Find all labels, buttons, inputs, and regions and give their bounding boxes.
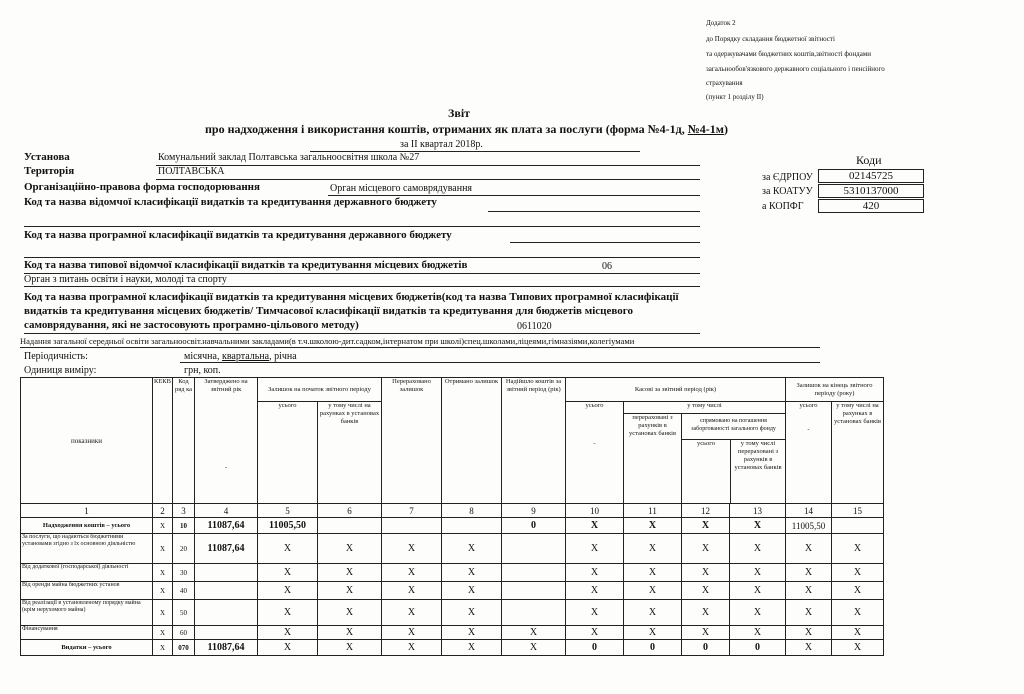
- periodicity-quarterly: квартальна: [221, 351, 270, 362]
- cell-end-banks: Х: [832, 600, 884, 626]
- local-dept-label: Код та назва типової відомчої класифікації видатків та кредитування місцевих бюджетів: [24, 259, 468, 271]
- row-kekv: Х: [153, 534, 173, 564]
- cell-debt-total: Х: [682, 582, 730, 600]
- row-code: 20: [173, 534, 195, 564]
- appendix-line: загальнообов'язкового державного соціального і пенсійного: [706, 65, 885, 73]
- col-number: 15: [832, 504, 884, 518]
- unit-value: грн, коп.: [184, 365, 221, 376]
- cell-transferred-banks: 0: [624, 640, 682, 656]
- row-code: 30: [173, 564, 195, 582]
- cell-end-total: 11005,50: [786, 518, 832, 534]
- cell-start-total: 11005,50: [258, 518, 318, 534]
- table-row: [21, 518, 884, 534]
- cell-received: Х: [442, 600, 502, 626]
- header-balance-end: Залишок на кінець звітного періоду (року): [786, 378, 884, 402]
- col-number: 3: [173, 504, 195, 518]
- cell-end-banks: Х: [832, 626, 884, 640]
- cell-transferred: Х: [382, 534, 442, 564]
- row-kekv: Х: [153, 582, 173, 600]
- report-table: [20, 377, 884, 656]
- cell-start-total: Х: [258, 640, 318, 656]
- col-number: 11: [624, 504, 682, 518]
- cell-transferred-banks: Х: [624, 582, 682, 600]
- cell-end-total: Х: [786, 582, 832, 600]
- cell-debt-total: Х: [682, 626, 730, 640]
- header-received-year: Надійшло коштів за звітний період (рік): [502, 378, 566, 504]
- cell-end-banks: Х: [832, 534, 884, 564]
- cell-debt-total: 0: [682, 640, 730, 656]
- row-name: Видатки – усього: [21, 640, 153, 656]
- header-indicators: показники: [21, 378, 153, 504]
- header-incl: у тому числі: [624, 402, 786, 414]
- debt-from-banks: у тому числі перераховані з рахунків в установах банків: [734, 440, 782, 471]
- cell-transferred: Х: [382, 582, 442, 600]
- table-row: [21, 640, 884, 656]
- row-kekv: Х: [153, 640, 173, 656]
- local-prog-label-3: самоврядування, які не застосовують програмно-цільового методу): [24, 319, 359, 331]
- cell-approved: [195, 564, 258, 582]
- cell-cash-total: Х: [566, 534, 624, 564]
- kopfg-label: а КОПФГ: [762, 201, 804, 212]
- cell-start-banks: Х: [318, 564, 382, 582]
- row-code: 60: [173, 626, 195, 640]
- row-name: Надходження коштів – усього: [21, 518, 153, 534]
- cell-received-year: 0: [502, 518, 566, 534]
- cell-received: Х: [442, 582, 502, 600]
- subtitle-end: ): [723, 122, 728, 136]
- local-prog-value: Надання загальної середньої освіти загальноосвіт.навчальними закладами(в т.ч.школою-дит.садком,інтернатом при школі)спец.школами,ліцеями,гімназіями,колегіумами: [20, 336, 635, 346]
- cell-start-total: Х: [258, 582, 318, 600]
- cell-transferred: Х: [382, 564, 442, 582]
- cell-start-banks: Х: [318, 626, 382, 640]
- cell-transferred-banks: Х: [624, 534, 682, 564]
- periodicity-monthly: місячна,: [184, 351, 220, 362]
- cell-start-banks: Х: [318, 534, 382, 564]
- report-period: за ІІ квартал 2018р.: [400, 139, 483, 150]
- cell-transferred-banks: Х: [624, 600, 682, 626]
- cell-start-banks: Х: [318, 582, 382, 600]
- cell-debt-total: Х: [682, 518, 730, 534]
- appendix-line: до Порядку складання бюджетної звітності: [706, 35, 835, 43]
- cell-cash-total: Х: [566, 582, 624, 600]
- cell-end-banks: Х: [832, 582, 884, 600]
- approved-dash: -: [224, 464, 228, 471]
- cell-debt-banks: 0: [730, 640, 786, 656]
- cell-debt-banks: Х: [730, 626, 786, 640]
- cell-received: Х: [442, 534, 502, 564]
- cell-end-total: Х: [786, 640, 832, 656]
- cell-transferred-banks: Х: [624, 564, 682, 582]
- report-title: Звіт: [448, 106, 471, 120]
- institution-label: Установа: [24, 151, 70, 163]
- cell-received: [442, 518, 502, 534]
- col-number: 13: [730, 504, 786, 518]
- cell-transferred: Х: [382, 626, 442, 640]
- header-kekv: КЕКВ: [153, 378, 173, 504]
- appendix-line: страхування: [706, 79, 743, 87]
- cell-received-year: [502, 534, 566, 564]
- row-code: 40: [173, 582, 195, 600]
- cell-received: Х: [442, 640, 502, 656]
- org-form-label: Організаційно-правова форма господорювання: [24, 181, 260, 193]
- subtitle-text: про надходження і використання коштів, отриманих як плата за послуги (форма №4-1д,: [205, 122, 688, 136]
- header-end-total: [786, 402, 832, 504]
- debt-repay-text: спрямовано на погашення заборгованості загального фонду: [682, 414, 785, 440]
- header-row-code: Код ряд ка: [173, 378, 195, 504]
- cell-received: Х: [442, 564, 502, 582]
- row-name: Від оренди майна бюджетних установ: [21, 582, 153, 600]
- institution-value: Комунальний заклад Полтавська загальноосвітня школа №27: [158, 152, 420, 163]
- cell-start-total: Х: [258, 626, 318, 640]
- row-name: Фінансування: [21, 626, 153, 640]
- cell-cash-total: Х: [566, 564, 624, 582]
- cell-end-total: Х: [786, 534, 832, 564]
- row-code: 10: [173, 518, 195, 534]
- cell-transferred: Х: [382, 640, 442, 656]
- row-kekv: Х: [153, 564, 173, 582]
- cell-cash-total: 0: [566, 640, 624, 656]
- cell-debt-banks: Х: [730, 534, 786, 564]
- cell-received: Х: [442, 626, 502, 640]
- cell-end-banks: [832, 518, 884, 534]
- table-row: [21, 582, 884, 600]
- end-total-text: усього: [799, 402, 818, 409]
- cash-total-dash: -: [593, 440, 596, 447]
- header-start-total: усього: [258, 402, 318, 504]
- table-body: [21, 518, 884, 656]
- cell-start-banks: [318, 518, 382, 534]
- cell-debt-banks: Х: [730, 600, 786, 626]
- header-start-banks: у тому числі на рахунках в установах банків: [318, 402, 382, 504]
- col-number: 1: [21, 504, 153, 518]
- local-dept-value: Орган з питань освіти і науки, молоді та спорту: [24, 274, 227, 285]
- cell-received-year: [502, 564, 566, 582]
- column-numbers-row: [21, 504, 884, 518]
- cell-debt-banks: Х: [730, 518, 786, 534]
- row-kekv: Х: [153, 626, 173, 640]
- col-number: 8: [442, 504, 502, 518]
- cell-start-total: Х: [258, 600, 318, 626]
- row-name: За послуги, що надаються бюджетними установами згідно з їх основною діяльністю: [21, 534, 153, 564]
- cell-end-total: Х: [786, 564, 832, 582]
- periodicity-options: [184, 351, 297, 362]
- appendix-line: Додаток 2: [706, 19, 736, 27]
- col-number: 14: [786, 504, 832, 518]
- periodicity-label: Періодичність:: [24, 351, 88, 362]
- report-subtitle: [205, 122, 728, 137]
- cell-debt-total: Х: [682, 534, 730, 564]
- cell-approved: 11087,64: [195, 534, 258, 564]
- local-dept-code: 06: [602, 261, 612, 272]
- cell-approved: 11087,64: [195, 518, 258, 534]
- row-kekv: Х: [153, 518, 173, 534]
- koatuu-label: за КОАТУУ: [762, 186, 813, 197]
- cell-approved: [195, 600, 258, 626]
- form-number: №4-1м: [687, 122, 724, 136]
- cell-end-banks: Х: [832, 640, 884, 656]
- territory-label: Територія: [24, 165, 75, 177]
- appendix-line: та одержувачами бюджетних коштів,звітності фондами: [706, 50, 872, 58]
- cell-approved: [195, 582, 258, 600]
- cell-transferred: [382, 518, 442, 534]
- cell-approved: [195, 626, 258, 640]
- header-balance-start: Залишок на початок звітного періоду: [258, 378, 382, 402]
- col-number: 2: [153, 504, 173, 518]
- local-prog-code: 0611020: [517, 321, 552, 332]
- cell-start-total: Х: [258, 534, 318, 564]
- header-cash-total: [566, 402, 624, 504]
- territory-value: ПОЛТАВСЬКА: [158, 166, 225, 177]
- cell-start-banks: Х: [318, 600, 382, 626]
- col-number: 12: [682, 504, 730, 518]
- state-dept-label: Код та назва відомчої класифікації видатків та кредитування державного бюджету: [24, 196, 437, 208]
- state-prog-label: Код та назва програмної класифікації видатків та кредитування державного бюджету: [24, 229, 452, 241]
- local-prog-label-2: видатків та кредитування місцевих бюджетів/ Тимчасової класифікації видатків та кредитування для бюджетів місцевого: [24, 305, 633, 317]
- cell-cash-total: Х: [566, 626, 624, 640]
- cell-transferred: Х: [382, 600, 442, 626]
- periodicity-annual: , річна: [269, 351, 297, 362]
- cell-cash-total: Х: [566, 600, 624, 626]
- col-number: 5: [258, 504, 318, 518]
- cell-transferred-banks: Х: [624, 626, 682, 640]
- cell-debt-banks: Х: [730, 582, 786, 600]
- row-kekv: Х: [153, 600, 173, 626]
- edrpou-value: 02145725: [818, 169, 924, 183]
- cell-end-total: Х: [786, 600, 832, 626]
- koatuu-value: 5310137000: [818, 184, 924, 198]
- end-total-dash: -: [807, 426, 810, 433]
- row-name: Від додаткової (господарської) діяльності: [21, 564, 153, 582]
- col-number: 10: [566, 504, 624, 518]
- header-debt-repay: [682, 414, 786, 504]
- row-code: 50: [173, 600, 195, 626]
- cell-received-year: [502, 582, 566, 600]
- kopfg-value: 420: [818, 199, 924, 213]
- header-received: Отримано залишок: [442, 378, 502, 504]
- cell-approved: 11087,64: [195, 640, 258, 656]
- header-transferred-from-banks: перераховані з рахунків в установах банків: [624, 414, 682, 504]
- debt-total: усього: [682, 440, 731, 503]
- cell-cash-total: Х: [566, 518, 624, 534]
- col-number: 9: [502, 504, 566, 518]
- cell-received-year: Х: [502, 640, 566, 656]
- cash-total-text: усього: [585, 402, 604, 409]
- codes-header: Коди: [856, 153, 882, 167]
- table-row: [21, 564, 884, 582]
- approved-text: Затверджено на звітний рік: [204, 378, 248, 393]
- table-row: [21, 626, 884, 640]
- edrpou-label: за ЄДРПОУ: [762, 172, 813, 183]
- cell-received-year: Х: [502, 626, 566, 640]
- cell-debt-total: Х: [682, 600, 730, 626]
- appendix-line: (пункт 1 розділу ІІ): [706, 93, 764, 101]
- row-name: Від реалізації в установленому порядку майна (крім нерухомого майна): [21, 600, 153, 626]
- local-prog-label-1: Код та назва програмної класифікації видатків та кредитування місцевих бюджетів(код та назва Типових програмної класифікації: [24, 291, 679, 303]
- cell-end-total: Х: [786, 626, 832, 640]
- cell-debt-banks: Х: [730, 564, 786, 582]
- cell-debt-total: Х: [682, 564, 730, 582]
- header-end-banks: у тому числі на рахунках в установах банків: [832, 402, 884, 504]
- col-number: 6: [318, 504, 382, 518]
- unit-label: Одиниця виміру:: [24, 365, 97, 376]
- cell-start-banks: Х: [318, 640, 382, 656]
- header-cash-expenses: Касові за звітний період (рік): [566, 378, 786, 402]
- cell-received-year: [502, 600, 566, 626]
- col-number: 4: [195, 504, 258, 518]
- table-row: [21, 600, 884, 626]
- col-number: 7: [382, 504, 442, 518]
- header-approved: [195, 378, 258, 504]
- header-transferred: Перераховано залишок: [382, 378, 442, 504]
- cell-start-total: Х: [258, 564, 318, 582]
- org-form-value: Орган місцевого самоврядування: [330, 183, 473, 194]
- cell-end-banks: Х: [832, 564, 884, 582]
- cell-transferred-banks: Х: [624, 518, 682, 534]
- table-row: [21, 534, 884, 564]
- row-code: 070: [173, 640, 195, 656]
